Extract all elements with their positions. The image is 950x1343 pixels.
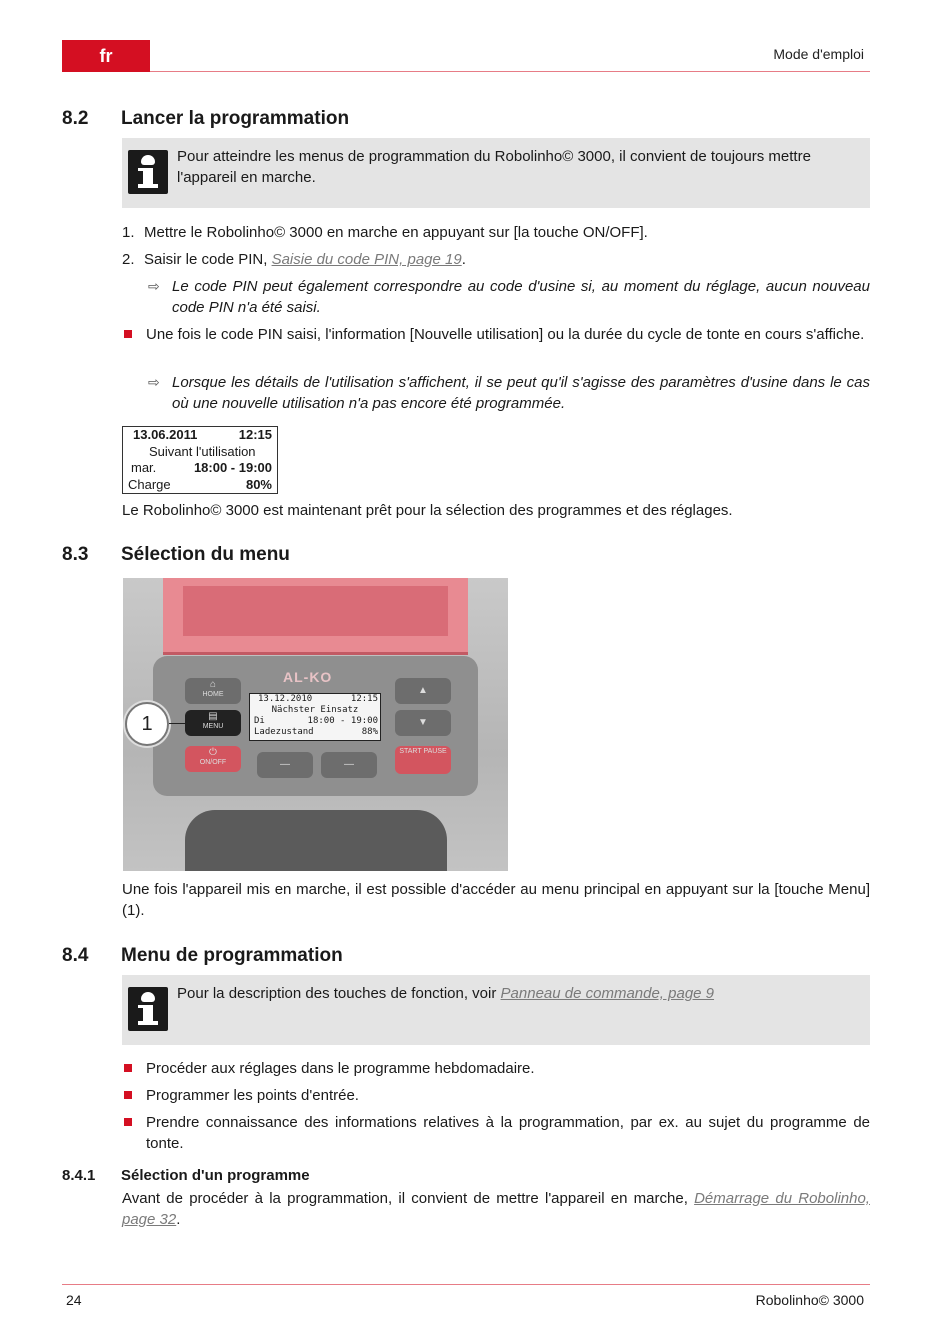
subsection-number: 8.4.1 xyxy=(62,1167,96,1184)
bullet-item xyxy=(122,1085,870,1106)
section-heading-8-3 xyxy=(62,544,862,568)
up-button xyxy=(395,678,451,704)
softkey-right-button: — xyxy=(321,752,377,778)
subsection-text: Avant de procéder à la programmation, il convient de mettre l'appareil en marche, Démarrage du Robolinho, page 32. xyxy=(122,1190,870,1228)
footer-rule xyxy=(62,1284,870,1285)
bullet-square-icon xyxy=(124,330,132,338)
step-1-text: Mettre le Robolinho© 3000 en marche en appuyant sur [la touche ON/OFF]. xyxy=(144,224,648,241)
arrow-up-icon: ▲ xyxy=(418,685,428,696)
bullet-text: Procéder aux réglages dans le programme hebdomadaire. xyxy=(146,1060,535,1077)
subsection-title: Sélection d'un programme xyxy=(121,1167,310,1184)
callout-marker: 1 xyxy=(125,702,169,746)
onoff-button: ⏻ ON/OFF xyxy=(185,746,241,772)
result-2-text: Lorsque les détails de l'utilisation s'affichent, il se peut qu'il s'agisse des paramètres d'usine dans le cas où une nouvelle utilisation n'a pas encore été programmée. xyxy=(172,374,870,412)
lcd-time: 12:15 xyxy=(238,427,272,442)
bullet-square-icon xyxy=(124,1091,132,1099)
lcd-display-example xyxy=(122,426,278,494)
bullet-text: Prendre connaissance des informations relatives à la programmation, par ex. au sujet du programme de tonte. xyxy=(146,1114,870,1152)
header-rule xyxy=(150,71,870,72)
section-heading-8-4 xyxy=(62,945,862,969)
section-title: Menu de programmation xyxy=(121,945,343,966)
start-pause-button: START PAUSE xyxy=(395,746,451,774)
section-number: 8.4 xyxy=(62,945,89,966)
softkey-left-button: — xyxy=(257,752,313,778)
result-1 xyxy=(148,276,870,318)
info-text: Pour atteindre les menus de programmation du Robolinho© 3000, il convient de toujours mettre l'appareil en marche. xyxy=(177,148,811,186)
power-icon: ⏻ xyxy=(209,747,217,758)
result-arrow-icon: ⇨ xyxy=(148,278,160,294)
page-number: 24 xyxy=(66,1292,82,1308)
bullet-square-icon xyxy=(124,1064,132,1072)
home-button: ⌂ HOME xyxy=(185,678,241,704)
language-tab: fr xyxy=(62,40,150,72)
menu-icon: ▤ xyxy=(208,711,218,722)
bullet-text: Programmer les points d'entrée. xyxy=(146,1087,359,1104)
section-title: Lancer la programmation xyxy=(121,108,350,129)
device-screen: 13.12.2010 12:15 Nächster Einsatz Di 18:00 - 19:00 Ladezustand 88% xyxy=(249,693,381,741)
arrow-down-icon: ▼ xyxy=(418,717,428,728)
result-arrow-icon: ⇨ xyxy=(148,374,160,390)
result-2 xyxy=(148,372,870,414)
bullet-item xyxy=(122,1058,870,1079)
lcd-charge-label: Charge xyxy=(128,476,171,492)
info-icon xyxy=(128,150,168,194)
section-number: 8.2 xyxy=(62,108,89,129)
link-start-robolinho[interactable]: Démarrage du Robolinho, page 32 xyxy=(122,1190,870,1228)
info-box xyxy=(122,975,870,1045)
info-text: Pour la description des touches de fonction, voir Panneau de commande, page 9 xyxy=(177,985,715,1002)
section-number: 8.3 xyxy=(62,544,89,565)
down-button xyxy=(395,710,451,736)
link-control-panel[interactable]: Panneau de commande, page 9 xyxy=(500,985,715,1002)
menu-button: ▤ MENU xyxy=(185,710,241,736)
lcd-line2: Suivant l'utilisation xyxy=(149,443,256,459)
step-2: 2. Saisir le code PIN, Saisie du code PIN, page 19. xyxy=(122,251,466,268)
bullet-square-icon xyxy=(124,1118,132,1126)
device-tray xyxy=(185,810,447,871)
lcd-charge-value: 80% xyxy=(245,476,272,492)
ready-text: Le Robolinho© 3000 est maintenant prêt pour la sélection des programmes et des réglages. xyxy=(122,502,733,519)
link-pin-code[interactable]: Saisie du code PIN, page 19 xyxy=(271,251,462,268)
bullet-text: Une fois le code PIN saisi, l'information [Nouvelle utilisation] ou la durée du cycle de tonte en cours s'affiche. xyxy=(146,326,865,343)
lcd-date: 13.06.2011 xyxy=(133,427,198,442)
control-panel-photo xyxy=(123,578,508,871)
menu-description: Une fois l'appareil mis en marche, il est possible d'accéder au menu principal en appuyant sur la [touche Menu] (1). xyxy=(122,881,870,919)
step-2-text: Saisir le code PIN, Saisie du code PIN, page 19. xyxy=(144,251,466,268)
bullet-item xyxy=(122,1112,870,1154)
section-heading-8-2 xyxy=(62,108,862,132)
step-1: 1. Mettre le Robolinho© 3000 en marche en appuyant sur [la touche ON/OFF]. xyxy=(122,224,648,241)
footer-title: Robolinho© 3000 xyxy=(755,1292,864,1308)
brand-logo: AL-KO xyxy=(283,669,333,685)
info-icon xyxy=(128,987,168,1031)
lcd-range: 18:00 - 19:00 xyxy=(193,460,272,475)
section-title: Sélection du menu xyxy=(121,544,290,565)
bullet-item xyxy=(122,324,870,345)
subsection-heading-8-4-1 xyxy=(62,1167,862,1187)
info-box xyxy=(122,138,870,208)
lcd-day: mar. xyxy=(131,460,157,475)
result-1-text: Le code PIN peut également correspondre au code d'usine si, au moment du réglage, aucun nouveau code PIN n'a été saisi. xyxy=(172,278,870,316)
callout-line xyxy=(169,723,187,724)
home-icon: ⌂ xyxy=(209,679,217,690)
header-title: Mode d'emploi xyxy=(773,46,864,62)
